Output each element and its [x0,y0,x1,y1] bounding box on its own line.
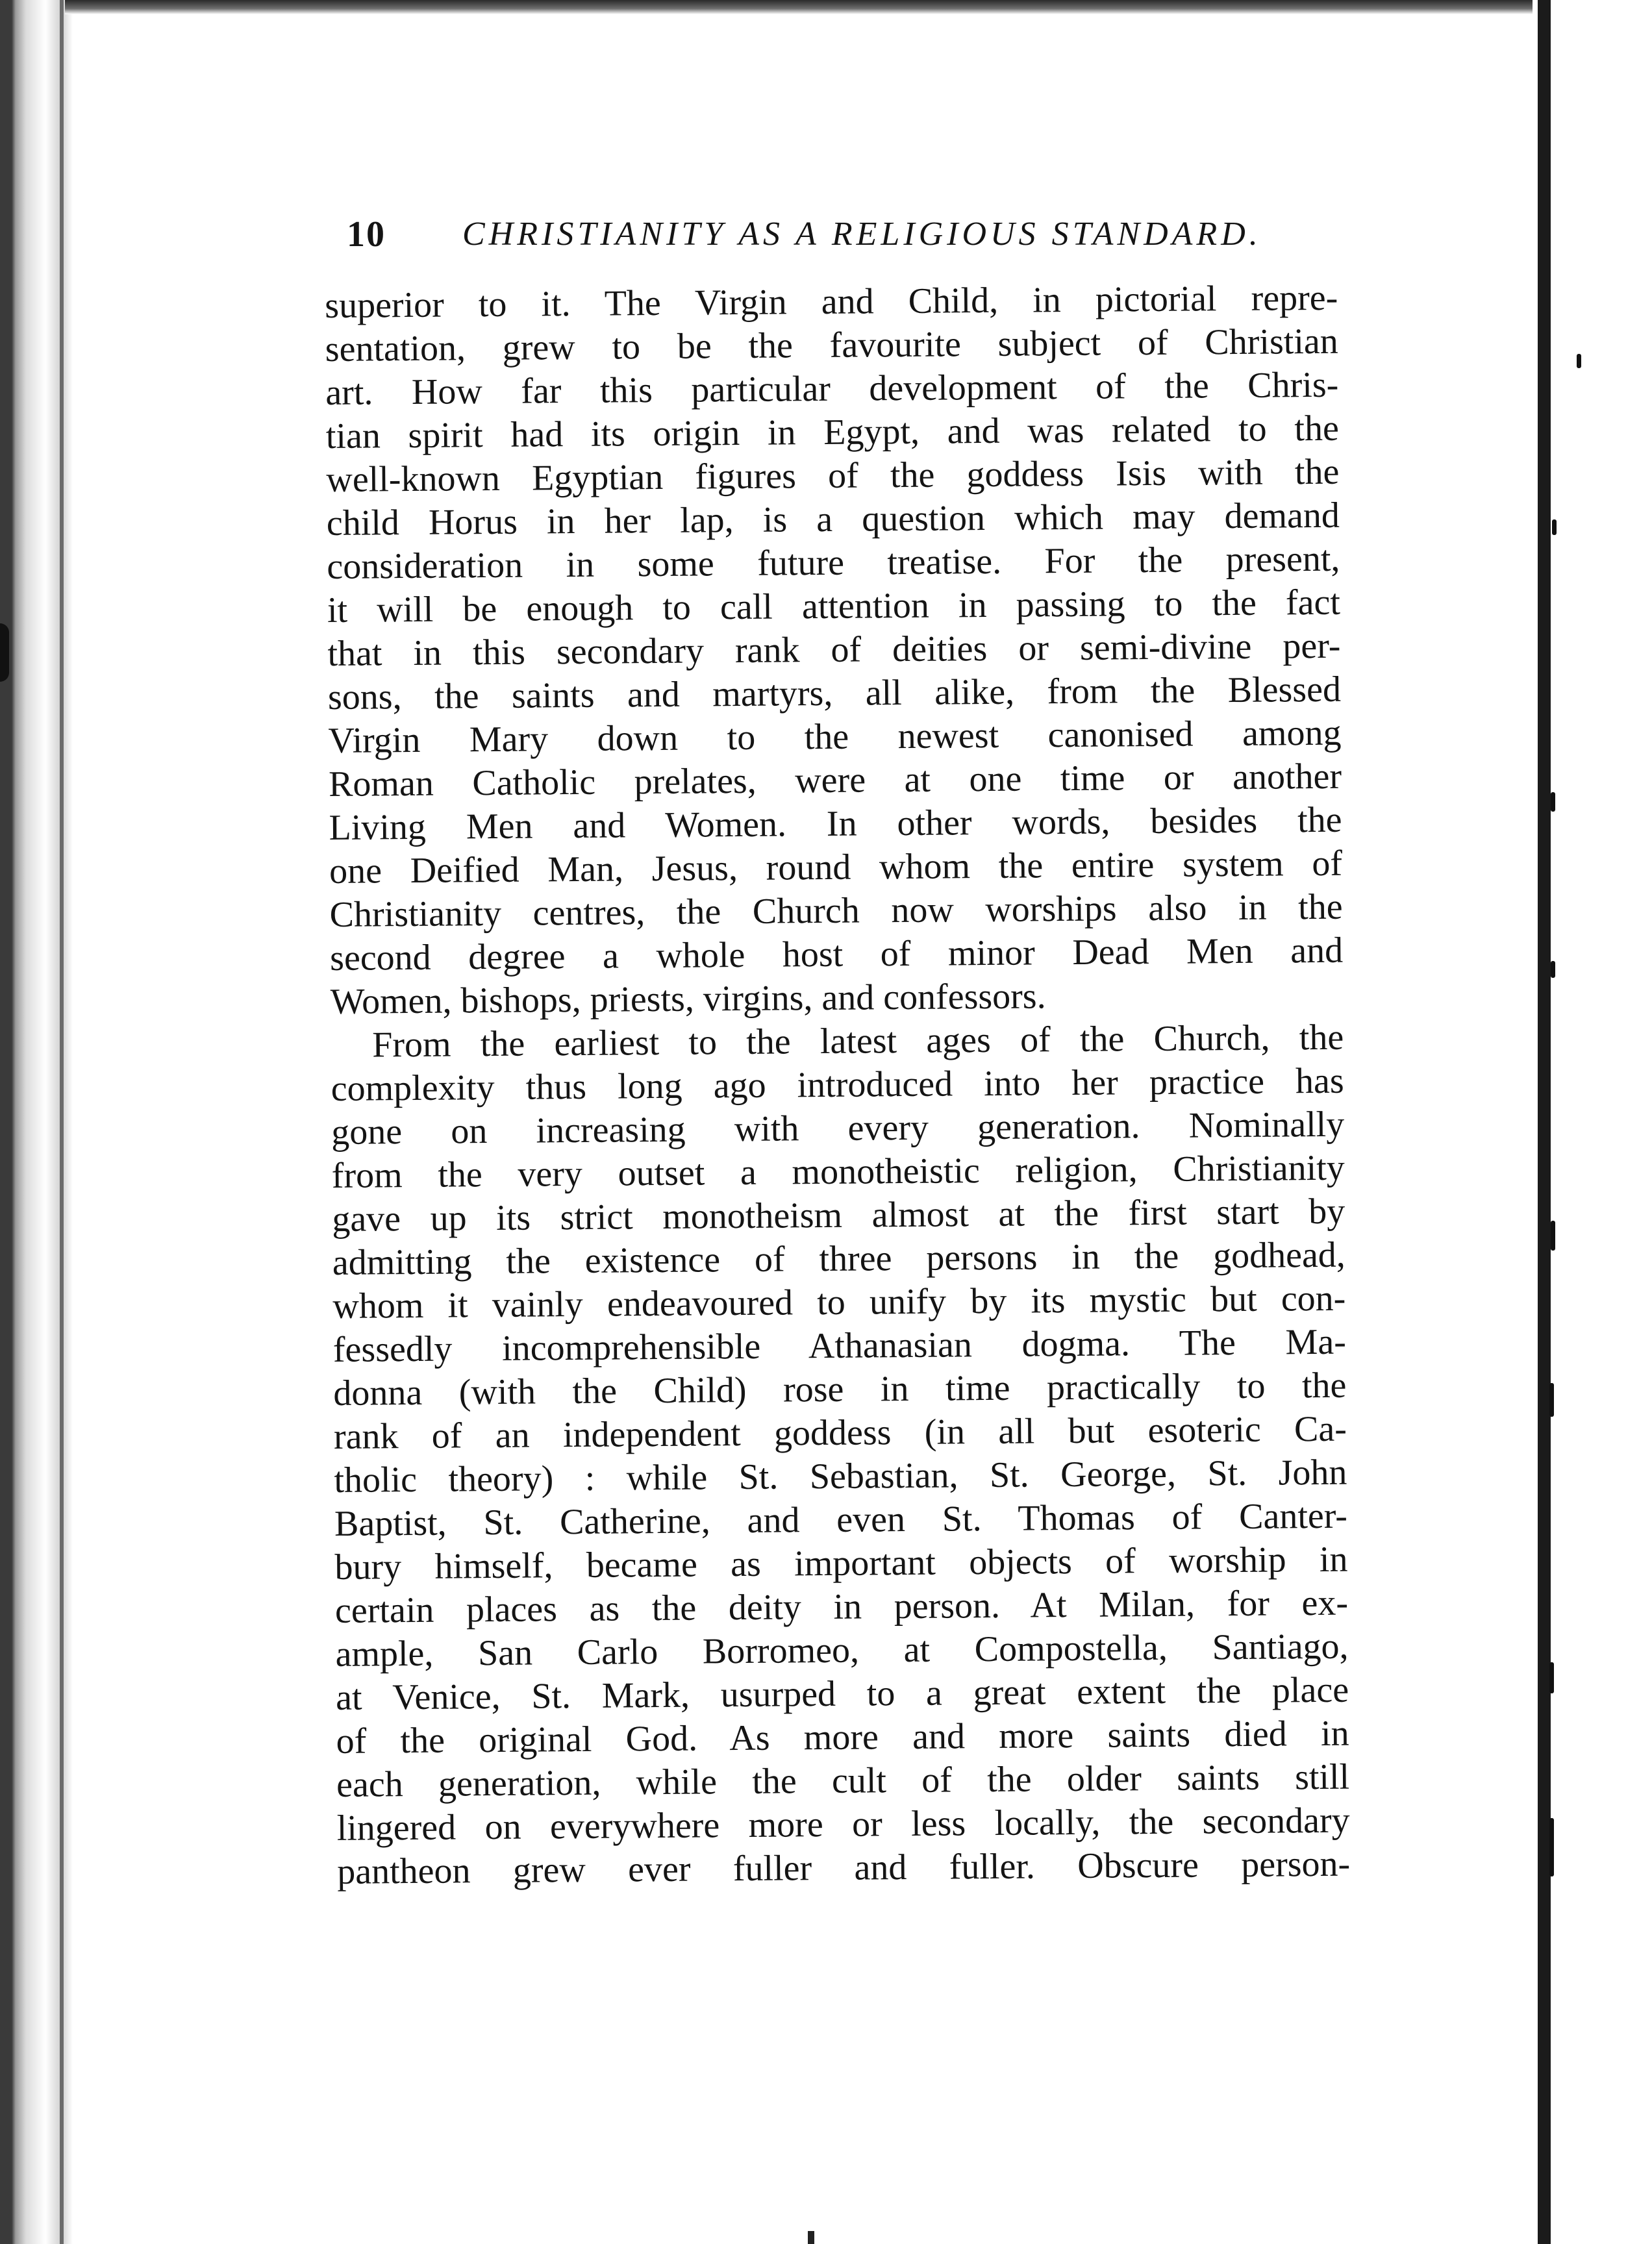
scan-edge-notch [0,623,9,682]
text-line: Living Men and Women. In other words, besides the [329,799,1342,848]
running-title: CHRISTIANITY AS A RELIGIOUS STANDARD. [462,216,1262,253]
adjacent-page-mark [1549,1662,1554,1693]
adjacent-page-mark [1551,1221,1555,1251]
scan-binding-edge [0,0,78,2244]
text-line: each generation, while the cult of the older saints still [336,1756,1350,1805]
text-line: Women, bishops, priests, virgins, and confessors. [330,976,1046,1022]
text-line: Roman Catholic prelates, were at one time or another [328,756,1342,804]
text-line: it will be enough to call attention in passing to the fact [327,582,1341,630]
text-line: sons, the saints and martyrs, all alike, from the Blessed [327,669,1342,717]
adjacent-page-mark [1551,961,1555,978]
adjacent-page-mark [1551,792,1555,812]
paragraph-2 [331,1016,1350,1894]
scan-speck [808,2231,814,2244]
adjacent-page-mark [1549,1818,1554,1876]
text-line: gone on increasing with every generation. Nominally [331,1104,1345,1153]
text-line: of the original God. As more and more saints died in [336,1713,1349,1762]
text-line: Christianity centres, the Church now worships also in the [329,886,1343,935]
text-line: donna (with the Child) rose in time practically to the [333,1365,1347,1414]
text-line: whom it vainly endeavoured to unify by its mystic but con- [332,1278,1346,1327]
text-line: art. How far this particular development of the Chris- [325,364,1339,413]
text-line: complexity thus long ago introduced into her practice has [331,1060,1344,1109]
text-line: tian spirit had its origin in Egypt, and was related to the [325,408,1340,456]
text-line: Virgin Mary down to the newest canonised among [328,712,1342,761]
text-line: Baptist, St. Catherine, and even St. Thomas of Canter- [334,1495,1348,1544]
scan-page-gutter [1538,0,1551,2244]
text-line: that in this secondary rank of deities or semi-divine per- [327,625,1341,674]
text-line: superior to it. The Virgin and Child, in pictorial repre- [325,277,1338,326]
text-line: from the very outset a monotheistic religion, Christianity [331,1147,1345,1196]
paragraph-1 [325,277,1344,1024]
text-line: lingered on everywhere more or less locally, the secondary [336,1800,1350,1849]
text-line: sentation, grew to be the favourite subject of Christian [325,321,1338,369]
text-line: well-known Egyptian figures of the goddess Isis with the [326,451,1340,500]
running-head [347,209,1262,260]
text-line: ample, San Carlo Borromeo, at Compostella, Santiago, [335,1626,1349,1675]
text-line: bury himself, became as important objects of worship in [334,1539,1348,1588]
text-line: second degree a whole host of minor Dead Men and [329,930,1344,979]
adjacent-page-mark [1577,354,1581,368]
text-line: tholic theory) : while St. Sebastian, St. George, St. John [334,1452,1347,1501]
body-text [325,277,1350,1894]
text-line: From the earliest to the latest ages of the Church, the [371,1017,1344,1066]
text-line: fessedly incomprehensible Athanasian dogma. The Ma- [332,1321,1347,1370]
adjacent-page-mark [1552,519,1557,535]
page-number: 10 [347,214,386,255]
adjacent-page-edge [1551,0,1652,2244]
text-line: child Horus in her lap, is a question which may demand [326,495,1340,543]
text-line: rank of an independent goddess (in all but esoteric Ca- [333,1408,1347,1457]
text-line: one Deified Man, Jesus, round whom the entire system of [329,843,1343,891]
adjacent-page-mark [1549,1383,1554,1417]
text-line: at Venice, St. Mark, usurped to a great extent the place [335,1669,1349,1718]
text-line: certain places as the deity in person. At Milan, for ex- [334,1582,1349,1631]
scan-top-edge [65,0,1533,14]
text-line: consideration in some future treatise. For the present, [327,538,1340,587]
text-line: admitting the existence of three persons in the godhead, [332,1234,1346,1283]
text-line: gave up its strict monotheism almost at the first start by [332,1191,1345,1240]
text-line: pantheon grew ever fuller and fuller. Obscure person- [336,1843,1351,1892]
